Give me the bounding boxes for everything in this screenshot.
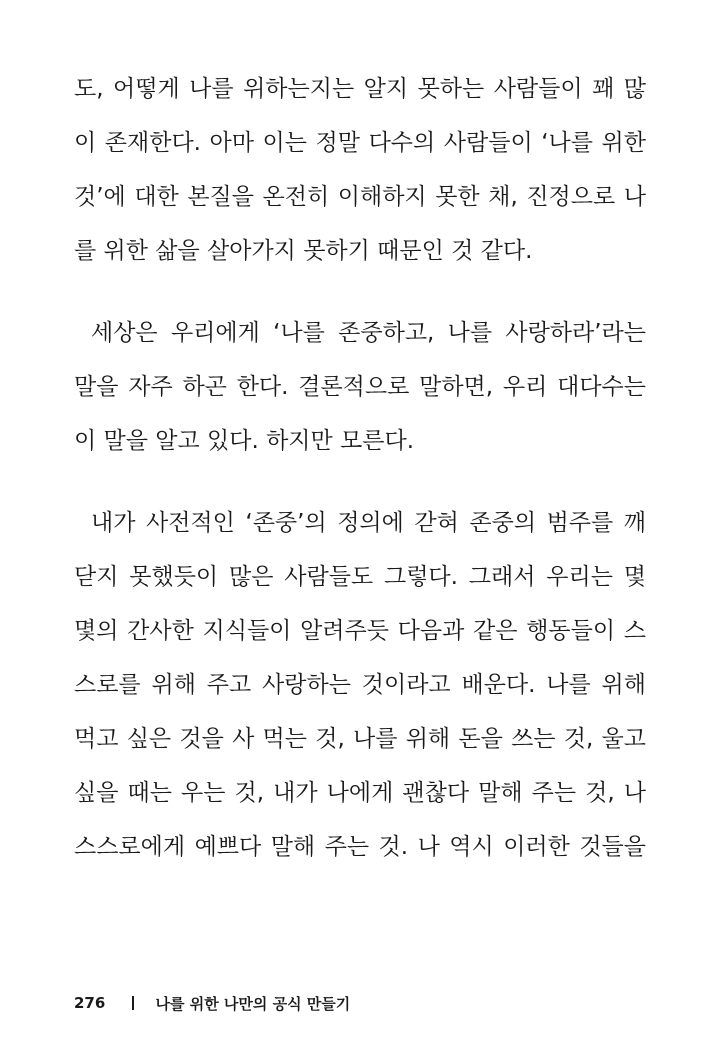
text-line: 이 말을 알고 있다. 하지만 모른다. xyxy=(74,428,415,454)
page-number: 276 xyxy=(74,994,106,1012)
text-line: 닫지 못했듯이 많은 사람들도 그렇다. 그래서 우리는 몇 xyxy=(74,564,646,590)
text-line: 먹고 싶은 것을 사 먹는 것, 나를 위해 돈을 쓰는 것, 울고 xyxy=(74,726,646,752)
text-line: 도, 어떻게 나를 위하는지는 알지 못하는 사람들이 꽤 많 xyxy=(74,76,646,102)
paragraph-1 xyxy=(74,62,646,278)
text-line: 것’에 대한 본질을 온전히 이해하지 못한 채, 진정으로 나 xyxy=(74,184,646,210)
paragraph-3 xyxy=(74,496,646,874)
footer-separator xyxy=(132,996,134,1010)
text-line: 싶을 때는 우는 것, 내가 나에게 괜찮다 말해 주는 것, 나 xyxy=(74,780,646,806)
paragraph-gap xyxy=(74,278,646,306)
text-line: 스스로에게 예쁘다 말해 주는 것. 나 역시 이러한 것들을 xyxy=(74,834,646,860)
text-line: 이 존재한다. 아마 이는 정말 다수의 사람들이 ‘나를 위한 xyxy=(74,130,646,156)
text-line: 말을 자주 하곤 한다. 결론적으로 말하면, 우리 대다수는 xyxy=(74,374,646,400)
paragraph-gap xyxy=(74,468,646,496)
text-line: 내가 사전적인 ‘존중’의 정의에 갇혀 존중의 범주를 깨 xyxy=(91,510,646,536)
body-text xyxy=(74,62,646,874)
book-title: 나를 위한 나만의 공식 만들기 xyxy=(155,994,351,1013)
text-line: 세상은 우리에게 ‘나를 존중하고, 나를 사랑하라’라는 xyxy=(91,320,646,346)
text-line: 몇의 간사한 지식들이 알려주듯 다음과 같은 행동들이 스 xyxy=(74,618,646,644)
page-footer xyxy=(74,990,350,1016)
paragraph-2 xyxy=(74,306,646,468)
text-line: 스로를 위해 주고 사랑하는 것이라고 배운다. 나를 위해 xyxy=(74,672,646,698)
text-line: 를 위한 삶을 살아가지 못하기 때문인 것 같다. xyxy=(74,238,533,264)
